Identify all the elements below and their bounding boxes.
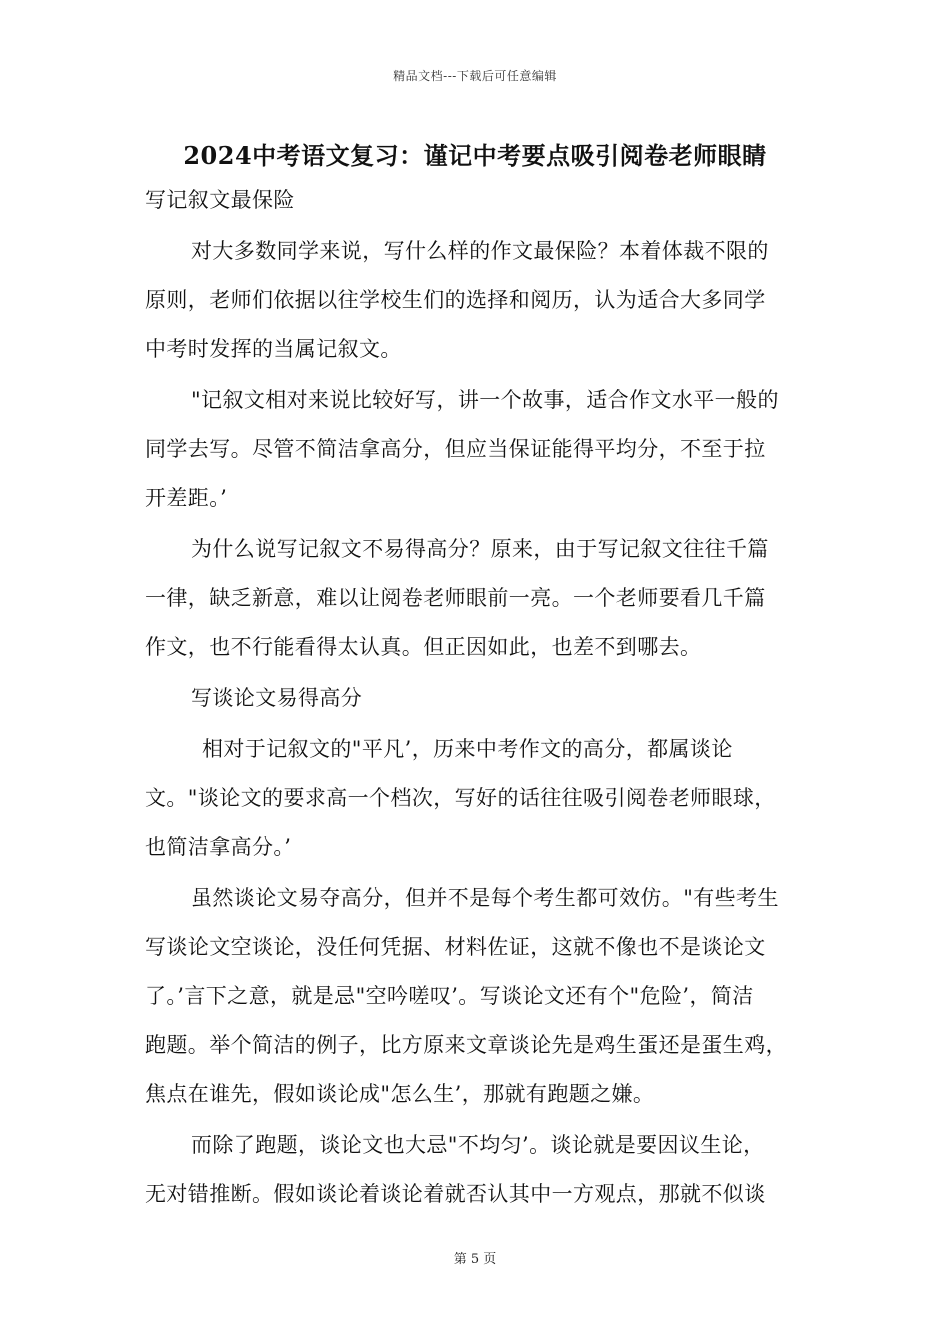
section-heading: 写记叙文最保险: [145, 188, 295, 212]
paragraph: [145, 385, 815, 513]
paragraph-line: 无对错推断。假如谈论着谈论着就否认其中一方观点，那就不似谈: [145, 1182, 766, 1206]
page-number: 第 5 页: [453, 1252, 497, 1267]
paragraph: [145, 534, 815, 662]
paragraph-line: 写谈论文空谈论，没任何凭据、材料佐证，这就不像也不是谈论文: [145, 935, 766, 959]
paragraph: [145, 883, 815, 1109]
paragraph-line: 相对于记叙文的"平凡’，历来中考作文的高分，都属谈论: [202, 737, 733, 761]
section-heading: 写谈论文易得高分: [191, 686, 363, 710]
paragraph-line: 文。"谈论文的要求高一个档次，写好的话往往吸引阅卷老师眼球，: [145, 786, 776, 810]
paragraph-line: 同学去写。尽管不简洁拿高分，但应当保证能得平均分，不至于拉: [145, 437, 766, 461]
paragraph: [145, 734, 815, 862]
paragraph-line: 也简洁拿高分。’: [145, 835, 292, 859]
paragraph-line: "记叙文相对来说比较好写，讲一个故事，适合作文水平一般的: [191, 388, 779, 412]
paragraph-line: 作文，也不行能看得太认真。但正因如此，也差不到哪去。: [145, 635, 702, 659]
paragraph-line: 了。’言下之意，就是忌"空吟嗟叹’。写谈论文还有个"危险’，简洁: [145, 984, 754, 1008]
paragraph-line: 为什么说写记叙文不易得高分？原来，由于写记叙文往往千篇: [191, 537, 769, 561]
page-header: 精品文档---下载后可任意编辑: [393, 69, 557, 83]
paragraph-line: 中考时发挥的当属记叙文。: [145, 337, 402, 361]
paragraph-line: 虽然谈论文易夺高分，但并不是每个考生都可效仿。"有些考生: [191, 886, 779, 910]
paragraph: [145, 236, 815, 364]
paragraph-line: 对大多数同学来说，写什么样的作文最保险？本着体裁不限的: [191, 239, 769, 263]
document-title: 2024中考语文复习：谨记中考要点吸引阅卷老师眼睛: [183, 141, 767, 170]
paragraph: [145, 1130, 815, 1209]
paragraph-line: 开差距。’: [145, 486, 228, 510]
paragraph-line: 焦点在谁先，假如谈论成"怎么生’，那就有跑题之嫌。: [145, 1082, 655, 1106]
paragraph-line: 一律，缺乏新意，难以让阅卷老师眼前一亮。一个老师要看几千篇: [145, 586, 766, 610]
paragraph-line: 原则，老师们依据以往学校生们的选择和阅历，认为适合大多同学: [145, 288, 766, 312]
document-body: [145, 185, 815, 1209]
paragraph-line: 跑题。举个简洁的例子，比方原来文章谈论先是鸡生蛋还是蛋生鸡，: [145, 1033, 787, 1057]
paragraph-line: 而除了跑题，谈论文也大忌"不均匀’。谈论就是要因议生论，: [191, 1133, 765, 1157]
